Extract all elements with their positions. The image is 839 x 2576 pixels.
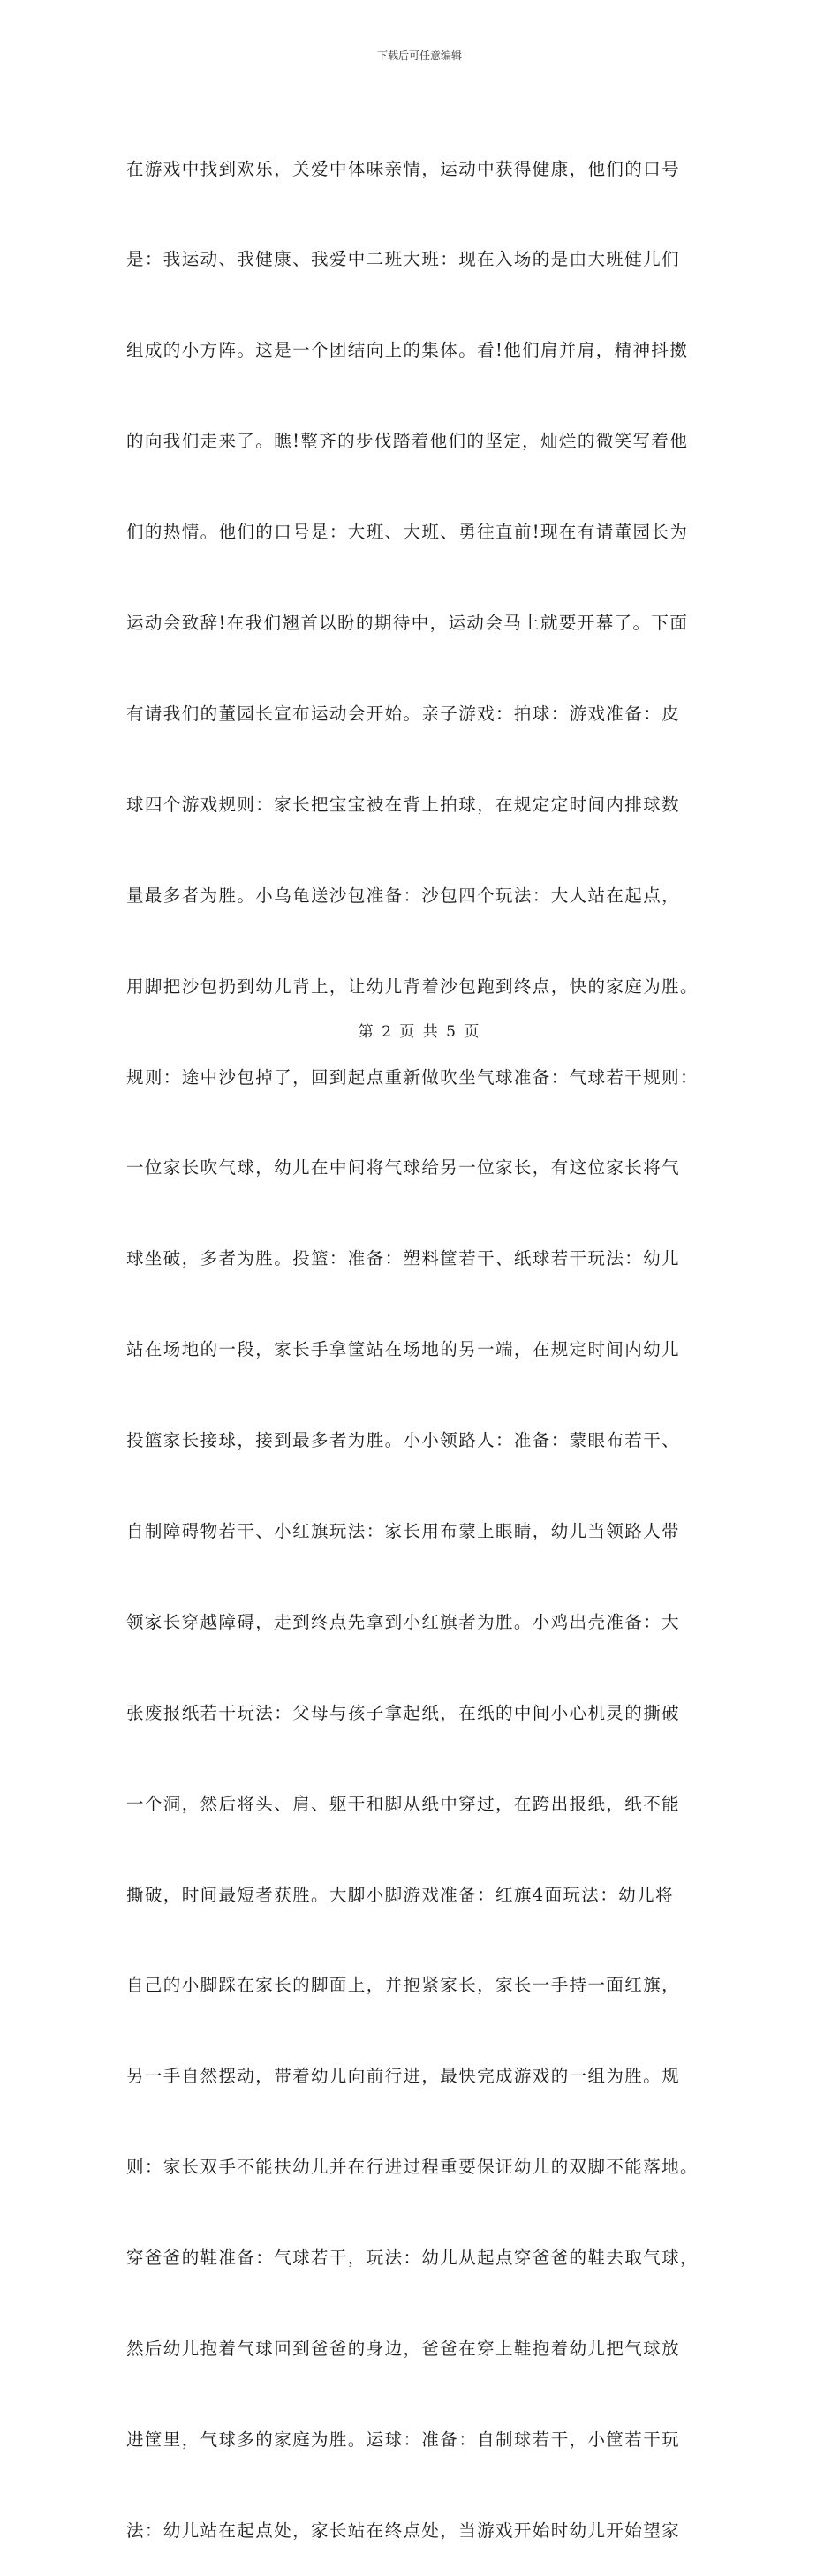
text-line: 领家长穿越障碍，走到终点先拿到小红旗者为胜。小鸡出壳准备：大: [126, 1611, 681, 1632]
text-line: 自制障碍物若干、小红旗玩法：家长用布蒙上眼睛，幼儿当领路人带: [126, 1520, 681, 1541]
text-line: 球坐破，多者为胜。投篮：准备：塑料筐若干、纸球若干玩法：幼儿: [126, 1248, 681, 1269]
text-line: 们的热情。他们的口号是：大班、大班、勇往直前!现在有请董园长为: [126, 522, 689, 543]
text-line: 然后幼儿抱着气球回到爸爸的身边，爸爸在穿上鞋抱着幼儿把气球放: [126, 2338, 681, 2359]
text-line: 站在场地的一段，家长手拿筐站在场地的另一端，在规定时间内幼儿: [126, 1339, 681, 1360]
page-header-note: 下载后可任意编辑: [376, 49, 462, 62]
document-body: [126, 94, 718, 2576]
text-line: 是：我运动、我健康、我爱中二班大班：现在入场的是由大班健儿们: [126, 249, 681, 270]
text-line: 运动会致辞!在我们翘首以盼的期待中，运动会马上就要开幕了。下面: [126, 613, 689, 634]
text-line: 张废报纸若干玩法：父母与孩子拿起纸，在纸的中间小心机灵的撕破: [126, 1702, 681, 1723]
text-line: 撕破，时间最短者获胜。大脚小脚游戏准备：红旗4面玩法：幼儿将: [126, 1884, 674, 1905]
text-line: 自己的小脚踩在家长的脚面上，并抱紧家长，家长一手持一面红旗，: [126, 1975, 681, 1996]
text-line: 量最多者为胜。小乌龟送沙包准备：沙包四个玩法：大人站在起点，: [126, 885, 681, 906]
text-line: 进筐里，气球多的家庭为胜。运球：准备：自制球若干，小筐若干玩: [126, 2429, 681, 2450]
text-line: 球四个游戏规则：家长把宝宝被在背上拍球，在规定定时间内排球数: [126, 794, 681, 815]
text-line: 另一手自然摆动，带着幼儿向前行进，最快完成游戏的一组为胜。规: [126, 2066, 681, 2087]
text-line: 规则：途中沙包掉了，回到起点重新做吹坐气球准备：气球若干规则：: [126, 1066, 699, 1088]
text-line: 穿爸爸的鞋准备：气球若干，玩法：幼儿从起点穿爸爸的鞋去取气球，: [126, 2248, 699, 2269]
text-line: 有请我们的董园长宣布运动会开始。亲子游戏：拍球：游戏准备：皮: [126, 703, 681, 724]
text-line: 组成的小方阵。这是一个团结向上的集体。看!他们肩并肩，精神抖擞: [126, 340, 689, 361]
text-line: 一个洞，然后将头、肩、躯干和脚从纸中穿过，在跨出报纸，纸不能: [126, 1793, 681, 1814]
page-number-footer: 第 2 页 共 5 页: [358, 1023, 481, 1041]
text-line: 的向我们走来了。瞧!整齐的步伐踏着他们的坚定，灿烂的微笑写着他: [126, 431, 689, 452]
text-line: 在游戏中找到欢乐，关爱中体味亲情，运动中获得健康，他们的口号: [126, 158, 681, 179]
text-line: 则：家长双手不能扶幼儿并在行进过程重要保证幼儿的双脚不能落地。: [126, 2157, 699, 2178]
text-line: 法：幼儿站在起点处，家长站在终点处，当游戏开始时幼儿开始望家: [126, 2520, 681, 2541]
text-line: 投篮家长接球，接到最多者为胜。小小领路人：准备：蒙眼布若干、: [126, 1430, 681, 1451]
text-line: 用脚把沙包扔到幼儿背上，让幼儿背着沙包跑到终点，快的家庭为胜。: [126, 975, 699, 997]
text-line: 一位家长吹气球，幼儿在中间将气球给另一位家长，有这位家长将气: [126, 1157, 681, 1179]
